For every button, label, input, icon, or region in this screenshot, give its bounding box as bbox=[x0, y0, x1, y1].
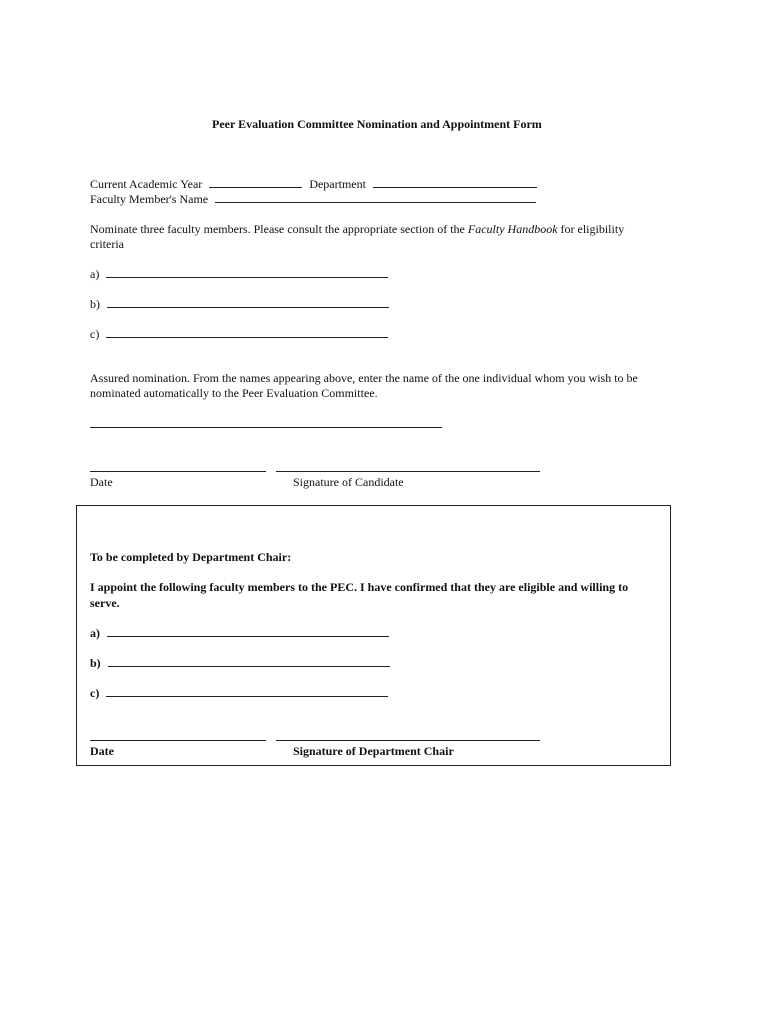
academic-year-label: Current Academic Year bbox=[90, 177, 203, 191]
academic-year-field[interactable] bbox=[209, 176, 302, 188]
candidate-signature-label: Signature of Candidate bbox=[293, 475, 404, 489]
candidate-signature-line[interactable] bbox=[276, 471, 540, 472]
appointee-row bbox=[90, 625, 389, 641]
department-label: Department bbox=[309, 177, 366, 191]
appointee-label: c) bbox=[90, 686, 100, 700]
appointee-row bbox=[90, 685, 388, 701]
appointee-label: b) bbox=[90, 656, 101, 670]
chair-signature-line[interactable] bbox=[276, 740, 540, 741]
faculty-handbook-reference: Faculty Handbook bbox=[467, 222, 558, 236]
nominee-label: a) bbox=[90, 267, 100, 281]
nominate-instructions bbox=[90, 222, 624, 237]
assured-nomination-line2: nominated automatically to the Peer Evaluation Committee. bbox=[90, 386, 378, 400]
nominee-field-c[interactable] bbox=[106, 326, 388, 338]
nominee-row bbox=[90, 266, 388, 282]
nominee-row bbox=[90, 326, 388, 342]
faculty-member-label: Faculty Member's Name bbox=[90, 192, 209, 206]
academic-year-row bbox=[90, 176, 537, 192]
nominee-row bbox=[90, 296, 389, 312]
nominee-field-b[interactable] bbox=[107, 296, 389, 308]
appointee-row bbox=[90, 655, 390, 671]
chair-signature-label: Signature of Department Chair bbox=[293, 744, 454, 758]
assured-nominee-field[interactable] bbox=[90, 416, 442, 428]
nominate-text-before: Nominate three faculty members. Please consult the appropriate section of the bbox=[90, 222, 468, 236]
appointee-field-b[interactable] bbox=[108, 655, 390, 667]
assured-nomination-line1: Assured nomination. From the names appearing above, enter the name of the one individual whom you wish to be bbox=[90, 371, 638, 385]
appointee-label: a) bbox=[90, 626, 100, 640]
appointee-field-c[interactable] bbox=[106, 685, 388, 697]
nominate-text-line2: criteria bbox=[90, 237, 124, 251]
faculty-member-field[interactable] bbox=[215, 191, 536, 203]
date-signature-line[interactable] bbox=[90, 471, 266, 472]
assured-nominee-row bbox=[90, 416, 442, 432]
date-label: Date bbox=[90, 475, 113, 489]
nominee-label: b) bbox=[90, 297, 100, 311]
nominee-label: c) bbox=[90, 327, 100, 341]
department-field[interactable] bbox=[373, 176, 537, 188]
appoint-statement-line1: I appoint the following faculty members to the PEC. I have confirmed that they are eligible and willing to bbox=[90, 580, 629, 594]
chair-date-label: Date bbox=[90, 744, 114, 758]
chair-date-line[interactable] bbox=[90, 740, 266, 741]
chair-section-heading: To be completed by Department Chair: bbox=[90, 550, 292, 564]
appoint-statement-line2: serve. bbox=[90, 596, 120, 610]
nominee-field-a[interactable] bbox=[106, 266, 388, 278]
form-title: Peer Evaluation Committee Nomination and Appointment Form bbox=[212, 117, 542, 131]
faculty-member-row bbox=[90, 191, 536, 207]
nominate-text-after: for eligibility bbox=[557, 222, 625, 236]
appointee-field-a[interactable] bbox=[107, 625, 389, 637]
